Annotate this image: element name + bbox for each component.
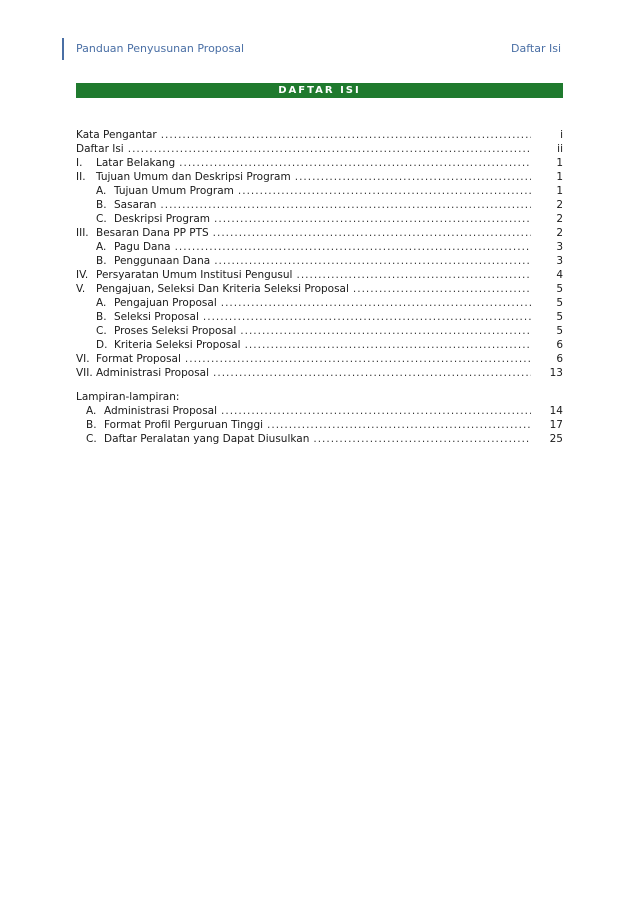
toc-entry[interactable]: [76, 128, 563, 142]
dot-leader: [214, 212, 531, 226]
toc-entry-page: 3: [556, 255, 563, 267]
dot-leader: [221, 296, 531, 310]
table-of-contents: [76, 128, 563, 446]
page-title: DAFTAR ISI: [76, 83, 563, 98]
dot-leader: [296, 268, 531, 282]
dot-leader: [353, 282, 531, 296]
toc-entry-number: A.: [86, 405, 97, 417]
toc-entry-label: Penggunaan Dana: [114, 254, 214, 268]
toc-entry-number: C.: [96, 325, 107, 337]
dot-leader: [295, 170, 531, 184]
toc-entry-number: III.: [76, 227, 89, 239]
toc-entry-label: Administrasi Proposal: [96, 366, 213, 380]
toc-entry-label: Kriteria Seleksi Proposal: [114, 338, 245, 352]
dot-leader: [179, 156, 531, 170]
toc-entry-page: 2: [556, 213, 563, 225]
header-section-title: Daftar Isi: [511, 42, 561, 55]
dot-leader: [221, 404, 531, 418]
dot-leader: [213, 366, 531, 380]
toc-entry-number: A.: [96, 297, 107, 309]
toc-entry-number: II.: [76, 171, 86, 183]
dot-leader: [161, 128, 531, 142]
header-document-title: Panduan Penyusunan Proposal: [76, 42, 245, 55]
toc-entry-number: C.: [86, 433, 97, 445]
toc-entry-label: Tujuan Umum Program: [114, 184, 238, 198]
toc-entry-number: A.: [96, 241, 107, 253]
toc-entry-page: 2: [556, 199, 563, 211]
dot-leader: [185, 352, 531, 366]
toc-entry[interactable]: [76, 418, 563, 432]
toc-entry-page: 17: [549, 419, 563, 431]
toc-entry[interactable]: [76, 404, 563, 418]
toc-entry[interactable]: [76, 254, 563, 268]
toc-entry-label: Pengajuan, Seleksi Dan Kriteria Seleksi Proposal: [96, 282, 353, 296]
lampiran-heading: Lampiran-lampiran:: [76, 391, 180, 403]
dot-leader: [175, 240, 531, 254]
toc-entry-label: Format Proposal: [96, 352, 185, 366]
toc-entry[interactable]: [76, 296, 563, 310]
dot-leader: [240, 324, 531, 338]
toc-entry[interactable]: [76, 170, 563, 184]
toc-entry[interactable]: [76, 156, 563, 170]
toc-entry[interactable]: [76, 226, 563, 240]
lampiran-entries: [76, 404, 563, 446]
toc-entry-page: 5: [556, 297, 563, 309]
toc-entry-label: Persyaratan Umum Institusi Pengusul: [96, 268, 296, 282]
toc-entry[interactable]: [76, 198, 563, 212]
toc-entry-number: C.: [96, 213, 107, 225]
toc-entry[interactable]: [76, 338, 563, 352]
toc-entry[interactable]: [76, 184, 563, 198]
toc-entry-label: Deskripsi Program: [114, 212, 214, 226]
toc-entry-number: B.: [86, 419, 97, 431]
toc-entry-number: V.: [76, 283, 86, 295]
toc-entry-number: IV.: [76, 269, 89, 281]
toc-entry-label: Besaran Dana PP PTS: [96, 226, 213, 240]
toc-entry-page: 1: [556, 171, 563, 183]
toc-entry-number: B.: [96, 255, 107, 267]
dot-leader: [213, 226, 531, 240]
toc-entry-page: 2: [556, 227, 563, 239]
toc-entry-page: 25: [549, 433, 563, 445]
dot-leader: [160, 198, 531, 212]
toc-entry-label: Daftar Isi: [76, 142, 128, 156]
toc-entry-label: Latar Belakang: [96, 156, 179, 170]
toc-entry-label: Pengajuan Proposal: [114, 296, 221, 310]
toc-entry-page: 14: [549, 405, 563, 417]
toc-entry-label: Proses Seleksi Proposal: [114, 324, 240, 338]
toc-entry-page: 1: [556, 185, 563, 197]
toc-entry-page: 6: [556, 339, 563, 351]
toc-entry-page: i: [560, 129, 563, 141]
toc-entry[interactable]: [76, 282, 563, 296]
toc-entry-label: Seleksi Proposal: [114, 310, 203, 324]
toc-entry-number: VI.: [76, 353, 90, 365]
toc-entry-number: I.: [76, 157, 83, 169]
dot-leader: [313, 432, 531, 446]
toc-entry-page: 1: [556, 157, 563, 169]
toc-entries: [76, 128, 563, 380]
toc-entry-number: A.: [96, 185, 107, 197]
toc-entry-label: Kata Pengantar: [76, 128, 161, 142]
toc-entry[interactable]: [76, 142, 563, 156]
toc-entry[interactable]: [76, 268, 563, 282]
toc-entry[interactable]: [76, 352, 563, 366]
toc-entry-label: Tujuan Umum dan Deskripsi Program: [96, 170, 295, 184]
toc-entry-label: Pagu Dana: [114, 240, 175, 254]
toc-entry[interactable]: [76, 212, 563, 226]
toc-entry-number: B.: [96, 311, 107, 323]
toc-entry-page: 13: [549, 367, 563, 379]
toc-entry[interactable]: [76, 240, 563, 254]
dot-leader: [245, 338, 531, 352]
toc-entry[interactable]: [76, 310, 563, 324]
toc-entry-page: 3: [556, 241, 563, 253]
dot-leader: [238, 184, 531, 198]
dot-leader: [203, 310, 531, 324]
toc-entry[interactable]: [76, 366, 563, 380]
dot-leader: [128, 142, 531, 156]
toc-entry-label: Daftar Peralatan yang Dapat Diusulkan: [104, 432, 313, 446]
header-accent-bar: [62, 38, 64, 60]
toc-entry[interactable]: [76, 432, 563, 446]
toc-entry-page: 5: [556, 283, 563, 295]
toc-entry-number: D.: [96, 339, 108, 351]
toc-entry-label: Administrasi Proposal: [104, 404, 221, 418]
toc-entry-number: B.: [96, 199, 107, 211]
toc-entry-page: 6: [556, 353, 563, 365]
dot-leader: [267, 418, 531, 432]
toc-entry-number: VII.: [76, 367, 93, 379]
dot-leader: [214, 254, 531, 268]
toc-entry-page: ii: [557, 143, 563, 155]
toc-entry[interactable]: [76, 324, 563, 338]
toc-entry-label: Format Profil Perguruan Tinggi: [104, 418, 267, 432]
toc-entry-page: 5: [556, 311, 563, 323]
toc-entry-page: 4: [556, 269, 563, 281]
toc-entry-label: Sasaran: [114, 198, 160, 212]
toc-entry-page: 5: [556, 325, 563, 337]
